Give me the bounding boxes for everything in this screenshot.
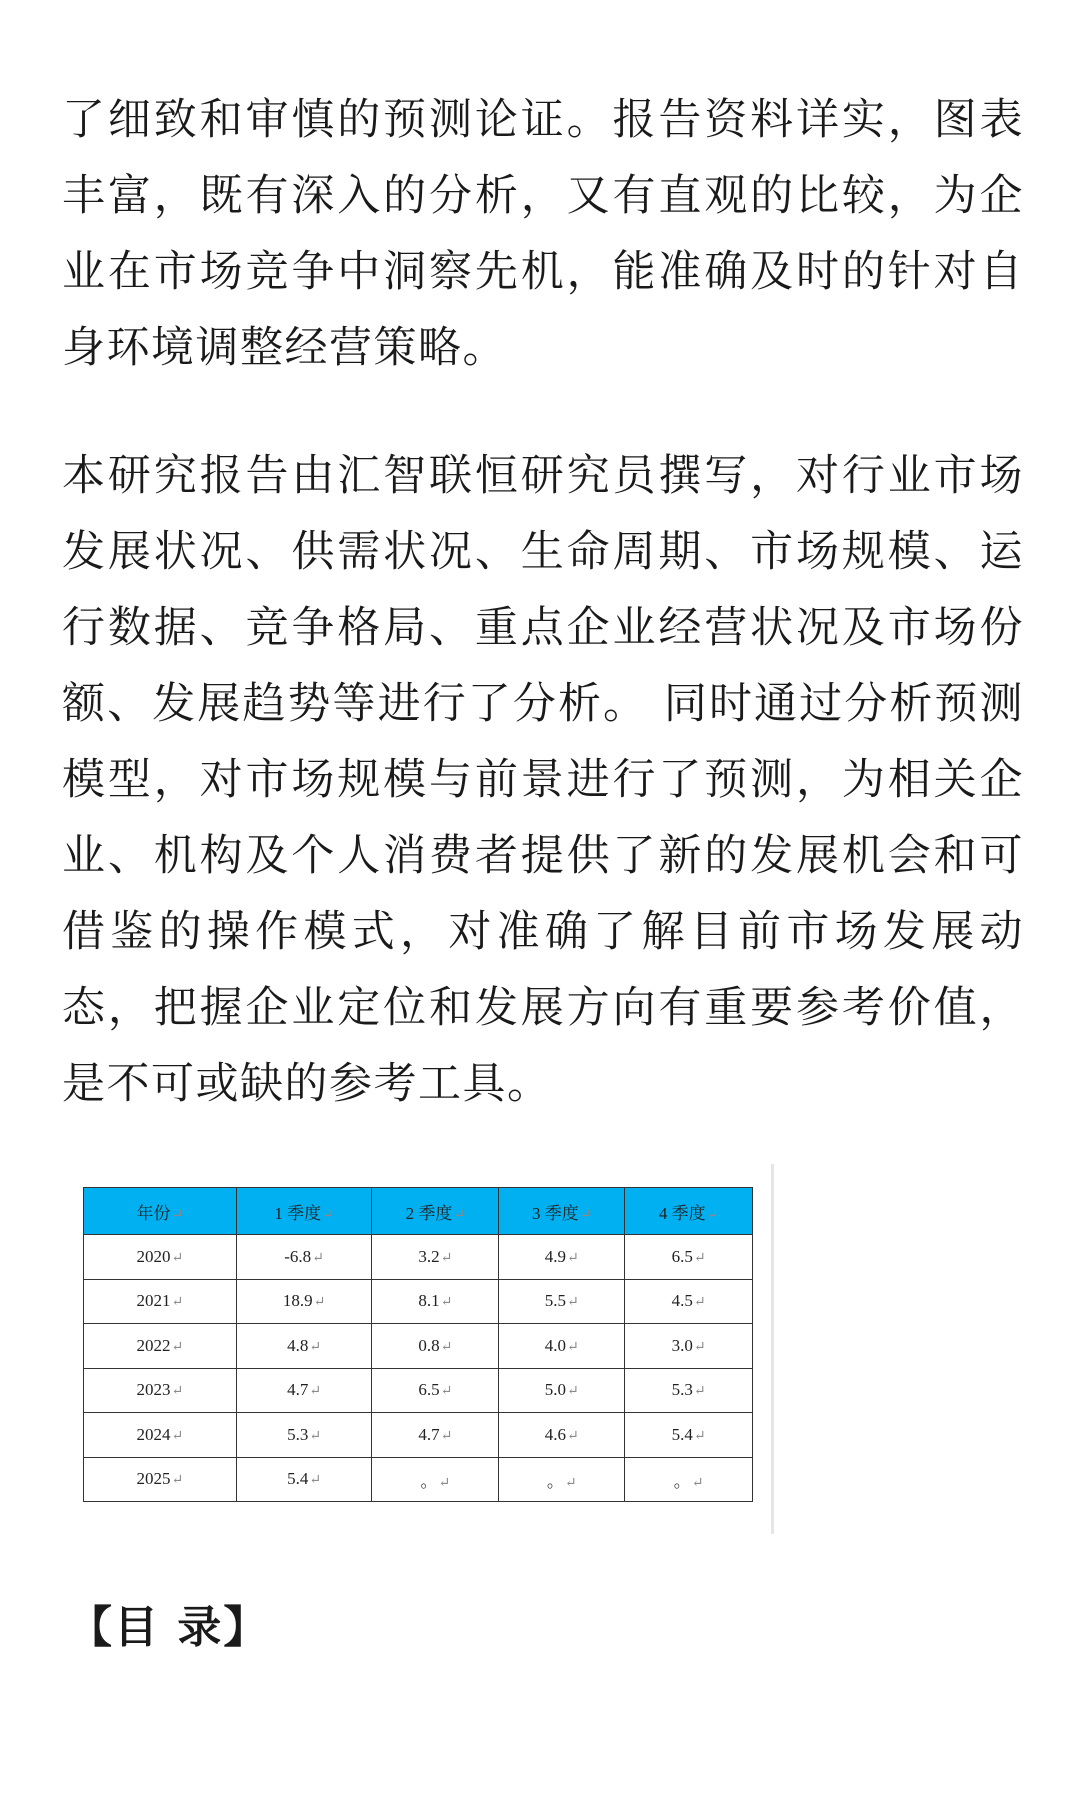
return-mark-icon: ↵ — [693, 1339, 706, 1355]
value-cell: 5.3↵ — [625, 1368, 753, 1413]
value-cell: 4.8↵ — [236, 1324, 372, 1369]
value-cell: 3.2↵ — [372, 1235, 499, 1280]
return-mark-icon: ↵ — [309, 1384, 322, 1400]
value-cell: 5.0↵ — [499, 1368, 625, 1413]
table-header-row — [84, 1188, 753, 1235]
year-cell: 2021↵ — [84, 1279, 237, 1324]
return-mark-icon: ↵ — [309, 1339, 322, 1355]
value-cell: 。↵ — [372, 1457, 499, 1502]
return-mark-icon: ↵ — [438, 1475, 451, 1491]
value-cell: 5.4↵ — [236, 1457, 372, 1502]
value-cell: 4.6↵ — [499, 1413, 625, 1458]
toc-heading: 【目 录】 — [68, 1602, 270, 1653]
quarterly-data-table — [83, 1187, 753, 1502]
return-mark-icon: ↵ — [171, 1250, 184, 1266]
value-cell: 4.7↵ — [372, 1413, 499, 1458]
value-cell: 0.8↵ — [372, 1324, 499, 1369]
return-mark-icon: ↵ — [693, 1295, 706, 1311]
header-cell-q2: 2 季度↵ — [372, 1188, 499, 1235]
value-cell: 。↵ — [499, 1457, 625, 1502]
return-mark-icon: ↵ — [566, 1250, 579, 1266]
return-mark-icon: ↵ — [693, 1250, 706, 1266]
quarterly-data-table-image — [71, 1164, 774, 1534]
return-mark-icon: ↵ — [171, 1339, 184, 1355]
return-mark-icon: ↵ — [566, 1384, 579, 1400]
header-cell-q3: 3 季度↵ — [499, 1188, 625, 1235]
return-mark-icon: ↵ — [566, 1428, 579, 1444]
value-cell: -6.8↵ — [236, 1235, 372, 1280]
return-mark-icon: ↵ — [691, 1475, 704, 1491]
return-mark-icon: ↵ — [440, 1428, 453, 1444]
year-cell: 2020↵ — [84, 1235, 237, 1280]
report-description-paragraph: 本研究报告由汇智联恒研究员撰写，对行业市场发展状况、供需状况、生命周期、市场规模、运行数据、竞争格局、重点企业经营状况及市场份额、发展趋势等进行了分析。 同时通过分析预测模型，对市场规模与前景进行了预测，为相关企业、机构及个人消费者提供了新的发展机会和可借鉴的操作模式，对准确了解目前市场发展动态，把握企业定位和发展方向有重要参考价值，是不可或缺的参考工具。 — [62, 451, 1024, 1109]
value-cell: 6.5↵ — [372, 1368, 499, 1413]
value-cell: 6.5↵ — [625, 1235, 753, 1280]
header-cell-q1: 1 季度↵ — [236, 1188, 372, 1235]
value-cell: 5.5↵ — [499, 1279, 625, 1324]
return-mark-icon: ↵ — [171, 1428, 184, 1444]
return-mark-icon: ↵ — [309, 1473, 322, 1489]
value-cell: 18.9↵ — [236, 1279, 372, 1324]
table-row — [84, 1235, 753, 1280]
value-cell: 。↵ — [625, 1457, 753, 1502]
return-mark-icon: ↵ — [579, 1207, 592, 1223]
year-cell: 2023↵ — [84, 1368, 237, 1413]
table-row — [84, 1413, 753, 1458]
value-cell: 8.1↵ — [372, 1279, 499, 1324]
value-cell: 4.7↵ — [236, 1368, 372, 1413]
return-mark-icon: ↵ — [693, 1384, 706, 1400]
return-mark-icon: ↵ — [566, 1339, 579, 1355]
year-cell: 2022↵ — [84, 1324, 237, 1369]
header-cell-q4: 4 季度↵ — [625, 1188, 753, 1235]
return-mark-icon: ↵ — [566, 1295, 579, 1311]
value-cell: 3.0↵ — [625, 1324, 753, 1369]
value-cell: 5.4↵ — [625, 1413, 753, 1458]
intro-paragraph: 了细致和审慎的预测论证。报告资料详实，图表丰富，既有深入的分析，又有直观的比较，为企业在市场竞争中洞察先机，能准确及时的针对自身环境调整经营策略。 — [62, 95, 1024, 373]
value-cell: 4.9↵ — [499, 1235, 625, 1280]
return-mark-icon: ↵ — [440, 1384, 453, 1400]
return-mark-icon: ↵ — [706, 1207, 719, 1223]
return-mark-icon: ↵ — [440, 1339, 453, 1355]
table-row — [84, 1457, 753, 1502]
table-row — [84, 1279, 753, 1324]
return-mark-icon: ↵ — [171, 1295, 184, 1311]
article-body — [62, 82, 1024, 1122]
table-row — [84, 1324, 753, 1369]
return-mark-icon: ↵ — [693, 1428, 706, 1444]
return-mark-icon: ↵ — [309, 1428, 322, 1444]
year-cell: 2025↵ — [84, 1457, 237, 1502]
return-mark-icon: ↵ — [322, 1207, 334, 1223]
value-cell: 4.0↵ — [499, 1324, 625, 1369]
value-cell: 5.3↵ — [236, 1413, 372, 1458]
header-cell-year: 年份↵ — [84, 1188, 237, 1235]
return-mark-icon: ↵ — [171, 1207, 184, 1223]
return-mark-icon: ↵ — [171, 1473, 184, 1489]
return-mark-icon: ↵ — [440, 1250, 453, 1266]
return-mark-icon: ↵ — [564, 1475, 577, 1491]
return-mark-icon: ↵ — [312, 1250, 324, 1266]
return-mark-icon: ↵ — [440, 1295, 453, 1311]
table-row — [84, 1368, 753, 1413]
return-mark-icon: ↵ — [171, 1384, 184, 1400]
year-cell: 2024↵ — [84, 1413, 237, 1458]
value-cell: 4.5↵ — [625, 1279, 753, 1324]
return-mark-icon: ↵ — [453, 1207, 466, 1223]
return-mark-icon: ↵ — [313, 1295, 326, 1311]
